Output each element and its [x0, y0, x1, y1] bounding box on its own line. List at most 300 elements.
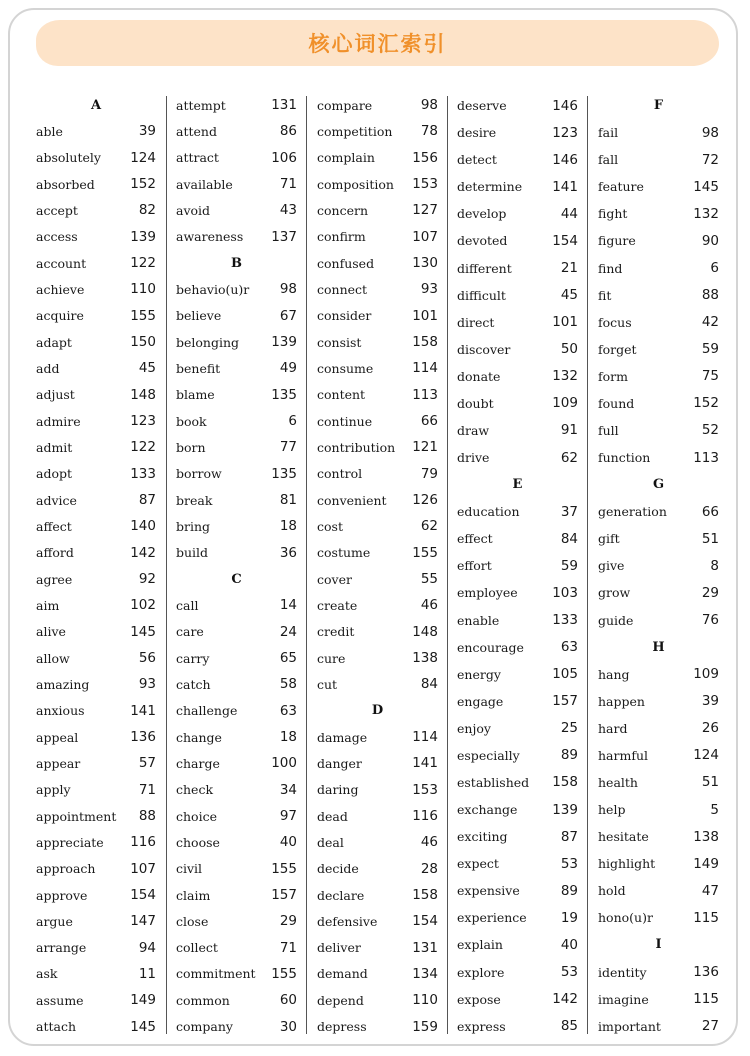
index-entry	[457, 688, 578, 715]
entry-page-number: 51	[701, 774, 719, 791]
index-entry	[317, 671, 438, 697]
entry-page-number: 71	[138, 781, 156, 798]
index-entry	[457, 309, 578, 336]
entry-word: encourage	[457, 639, 524, 655]
entry-page-number: 94	[138, 939, 156, 956]
entry-page-number: 89	[560, 882, 578, 899]
entry-page-number: 114	[412, 360, 438, 377]
section-letter: B	[231, 255, 242, 271]
entry-word: able	[36, 123, 63, 139]
index-entry	[457, 606, 578, 633]
entry-word: detect	[457, 152, 497, 168]
entry-word: approach	[36, 861, 96, 877]
entry-word: form	[598, 368, 628, 384]
entry-page-number: 49	[279, 360, 297, 377]
entry-word: deal	[317, 834, 344, 850]
entry-page-number: 154	[130, 887, 156, 903]
index-entry	[176, 224, 297, 250]
entry-word: cost	[317, 518, 343, 534]
entry-word: harmful	[598, 747, 649, 763]
entry-word: highlight	[598, 856, 656, 872]
entry-page-number: 132	[552, 368, 578, 385]
entry-word: decide	[317, 861, 359, 877]
entry-page-number: 155	[271, 860, 297, 877]
entry-word: awareness	[176, 229, 244, 245]
index-entry	[317, 908, 438, 934]
entry-page-number: 45	[138, 360, 156, 377]
entry-page-number: 135	[271, 386, 297, 403]
entry-word: hang	[598, 666, 630, 682]
index-entry	[36, 908, 156, 934]
entry-word: care	[176, 624, 204, 640]
entry-word: agree	[36, 571, 73, 587]
entry-page-number: 43	[279, 202, 297, 219]
entry-page-number: 131	[271, 97, 297, 114]
index-entry	[598, 254, 719, 281]
entry-page-number: 75	[701, 368, 719, 385]
entry-word: exciting	[457, 829, 508, 845]
entry-page-number: 136	[693, 964, 719, 981]
index-entry	[457, 552, 578, 579]
index-entry	[176, 487, 297, 513]
entry-page-number: 59	[701, 341, 719, 358]
entry-word: consume	[317, 360, 374, 376]
entry-page-number: 84	[420, 676, 438, 693]
entry-word: call	[176, 597, 199, 613]
entry-word: found	[598, 395, 635, 411]
entry-page-number: 51	[701, 530, 719, 547]
entry-page-number: 76	[701, 612, 719, 629]
index-entry	[457, 959, 578, 986]
entry-page-number: 24	[279, 623, 297, 640]
entry-word: fit	[598, 287, 612, 303]
entry-page-number: 39	[701, 693, 719, 710]
index-entry	[457, 877, 578, 904]
entry-page-number: 131	[412, 939, 438, 956]
entry-page-number: 34	[279, 781, 297, 798]
entry-page-number: 147	[130, 913, 156, 930]
index-entry	[317, 829, 438, 855]
index-entry	[598, 390, 719, 417]
entry-word: argue	[36, 913, 73, 929]
index-entry	[176, 987, 297, 1013]
entry-page-number: 40	[279, 834, 297, 851]
index-entry	[598, 959, 719, 986]
entry-word: collect	[176, 940, 218, 956]
index-entry	[457, 363, 578, 390]
entry-page-number: 71	[279, 176, 297, 193]
entry-page-number: 53	[560, 855, 578, 872]
index-entry	[317, 382, 438, 408]
entry-word: belonging	[176, 334, 240, 350]
entry-word: develop	[457, 206, 507, 222]
index-entry	[176, 434, 297, 460]
entry-page-number: 88	[701, 287, 719, 304]
index-entry	[457, 904, 578, 931]
section-heading	[176, 566, 297, 592]
entry-word: charge	[176, 755, 220, 771]
entry-word: book	[176, 413, 207, 429]
index-entry	[36, 592, 156, 618]
index-entry	[36, 329, 156, 355]
entry-page-number: 138	[412, 650, 438, 667]
entry-word: experience	[457, 910, 527, 926]
entry-word: enjoy	[457, 720, 491, 736]
index-entry	[598, 986, 719, 1013]
entry-page-number: 62	[560, 449, 578, 466]
entry-page-number: 134	[412, 965, 438, 982]
entry-page-number: 158	[412, 887, 438, 903]
entry-word: hesitate	[598, 829, 649, 845]
index-entry	[457, 1013, 578, 1040]
entry-page-number: 113	[412, 386, 438, 403]
entry-word: complain	[317, 150, 375, 166]
entry-word: donate	[457, 368, 501, 384]
entry-word: account	[36, 255, 87, 271]
entry-page-number: 52	[701, 422, 719, 439]
entry-word: catch	[176, 676, 211, 692]
entry-word: express	[457, 1018, 506, 1034]
index-entry	[176, 303, 297, 329]
entry-page-number: 55	[420, 571, 438, 588]
entry-word: blame	[176, 387, 215, 403]
entry-page-number: 115	[693, 909, 719, 926]
entry-page-number: 139	[130, 228, 156, 245]
entry-word: drive	[457, 450, 490, 466]
entry-page-number: 130	[412, 255, 438, 272]
entry-word: explore	[457, 964, 505, 980]
index-entry	[317, 145, 438, 171]
index-entry	[317, 856, 438, 882]
entry-page-number: 116	[130, 834, 156, 851]
entry-word: appear	[36, 755, 81, 771]
index-entry	[176, 1013, 297, 1039]
index-entry	[176, 777, 297, 803]
index-entry	[457, 931, 578, 958]
index-entry	[36, 566, 156, 592]
entry-word: devoted	[457, 233, 508, 249]
entry-word: create	[317, 597, 358, 613]
index-entry	[457, 661, 578, 688]
section-heading	[457, 471, 578, 498]
entry-page-number: 29	[701, 584, 719, 601]
index-entry	[176, 92, 297, 118]
index-entry	[317, 961, 438, 987]
index-entry	[457, 390, 578, 417]
index-entry	[176, 619, 297, 645]
index-entry	[36, 434, 156, 460]
index-column-4	[457, 92, 578, 1040]
entry-page-number: 109	[552, 395, 578, 412]
index-entry	[457, 92, 578, 119]
entry-word: ask	[36, 966, 58, 982]
entry-page-number: 106	[271, 149, 297, 166]
index-entry	[457, 579, 578, 606]
entry-page-number: 116	[412, 808, 438, 825]
entry-word: expose	[457, 991, 501, 1007]
entry-page-number: 124	[693, 747, 719, 764]
entry-word: gift	[598, 531, 620, 547]
entry-page-number: 14	[279, 597, 297, 614]
entry-word: assume	[36, 992, 84, 1008]
index-entry	[317, 566, 438, 592]
entry-word: fall	[598, 152, 619, 168]
entry-page-number: 53	[560, 964, 578, 981]
entry-page-number: 89	[560, 747, 578, 764]
index-entry	[598, 606, 719, 633]
entry-page-number: 149	[693, 855, 719, 872]
index-entry	[457, 417, 578, 444]
entry-word: absorbed	[36, 176, 95, 192]
entry-page-number: 136	[130, 729, 156, 746]
entry-word: depress	[317, 1019, 367, 1035]
entry-word: check	[176, 782, 214, 798]
entry-word: control	[317, 466, 363, 482]
entry-page-number: 127	[412, 202, 438, 219]
entry-word: borrow	[176, 466, 222, 482]
section-letter: C	[231, 571, 242, 587]
entry-word: arrange	[36, 940, 87, 956]
index-entry	[598, 227, 719, 254]
entry-word: accept	[36, 202, 78, 218]
index-entry	[176, 461, 297, 487]
entry-word: cover	[317, 571, 352, 587]
entry-page-number: 158	[552, 774, 578, 791]
entry-page-number: 93	[420, 281, 438, 298]
index-entry	[317, 592, 438, 618]
entry-page-number: 63	[560, 639, 578, 656]
index-entry	[598, 552, 719, 579]
entry-page-number: 6	[288, 413, 297, 430]
entry-word: adjust	[36, 387, 75, 403]
entry-word: apply	[36, 782, 71, 798]
entry-word: adapt	[36, 334, 72, 350]
entry-page-number: 28	[420, 860, 438, 877]
entry-page-number: 154	[412, 913, 438, 930]
entry-page-number: 98	[279, 281, 297, 298]
index-entry	[317, 540, 438, 566]
entry-word: exchange	[457, 802, 518, 818]
entry-word: hard	[598, 720, 628, 736]
entry-word: choice	[176, 808, 217, 824]
entry-page-number: 27	[701, 1018, 719, 1035]
index-entry	[317, 487, 438, 513]
entry-page-number: 133	[552, 612, 578, 629]
entry-word: difficult	[457, 287, 506, 303]
entry-word: attract	[176, 150, 219, 166]
entry-word: feature	[598, 179, 644, 195]
entry-word: break	[176, 492, 213, 508]
entry-page-number: 103	[552, 584, 578, 601]
entry-word: effort	[457, 558, 492, 574]
entry-word: deliver	[317, 940, 361, 956]
entry-page-number: 141	[552, 178, 578, 195]
entry-page-number: 122	[130, 439, 156, 456]
entry-page-number: 150	[130, 334, 156, 351]
index-entry	[598, 850, 719, 877]
entry-word: close	[176, 913, 209, 929]
index-entry	[176, 145, 297, 171]
entry-word: defensive	[317, 913, 378, 929]
index-entry	[36, 829, 156, 855]
entry-word: education	[457, 504, 520, 520]
entry-page-number: 135	[271, 465, 297, 482]
entry-page-number: 101	[552, 314, 578, 331]
entry-word: company	[176, 1019, 233, 1035]
entry-word: confirm	[317, 229, 366, 245]
index-entry	[36, 882, 156, 908]
index-entry	[317, 461, 438, 487]
entry-page-number: 152	[130, 176, 156, 193]
entry-page-number: 137	[271, 228, 297, 245]
entry-word: deserve	[457, 98, 507, 114]
entry-word: cut	[317, 676, 338, 692]
index-entry	[176, 171, 297, 197]
entry-word: expect	[457, 856, 499, 872]
index-entry	[457, 634, 578, 661]
index-entry	[176, 329, 297, 355]
entry-word: contribution	[317, 439, 396, 455]
index-entry	[176, 671, 297, 697]
entry-page-number: 18	[279, 518, 297, 535]
entry-word: discover	[457, 341, 511, 357]
index-entry	[598, 904, 719, 931]
entry-page-number: 47	[701, 882, 719, 899]
entry-page-number: 148	[130, 386, 156, 403]
entry-page-number: 146	[552, 97, 578, 114]
entry-word: bring	[176, 518, 211, 534]
index-entry	[598, 309, 719, 336]
index-entry	[317, 513, 438, 539]
entry-page-number: 145	[130, 1018, 156, 1035]
index-entry	[176, 408, 297, 434]
index-column-3	[317, 92, 438, 1040]
entry-word: full	[598, 422, 619, 438]
entry-word: depend	[317, 992, 364, 1008]
index-entry	[36, 987, 156, 1013]
entry-page-number: 145	[693, 178, 719, 195]
index-entry	[598, 417, 719, 444]
entry-page-number: 57	[138, 755, 156, 772]
entry-page-number: 88	[138, 808, 156, 825]
index-entry	[598, 363, 719, 390]
entry-page-number: 133	[130, 465, 156, 482]
index-entry	[457, 525, 578, 552]
entry-word: damage	[317, 729, 368, 745]
entry-word: hono(u)r	[598, 910, 653, 926]
entry-word: doubt	[457, 395, 494, 411]
entry-page-number: 90	[701, 232, 719, 249]
entry-word: fight	[598, 206, 628, 222]
entry-word: effect	[457, 531, 493, 547]
index-entry	[317, 250, 438, 276]
entry-word: grow	[598, 585, 631, 601]
entry-word: health	[598, 774, 638, 790]
entry-page-number: 25	[560, 720, 578, 737]
index-entry	[176, 829, 297, 855]
index-entry	[36, 750, 156, 776]
entry-page-number: 58	[279, 676, 297, 693]
section-letter: I	[655, 937, 662, 953]
entry-word: determine	[457, 179, 523, 195]
entry-word: composition	[317, 176, 394, 192]
index-entry	[176, 540, 297, 566]
entry-word: appointment	[36, 808, 117, 824]
entry-word: compare	[317, 97, 373, 113]
entry-word: claim	[176, 887, 211, 903]
entry-page-number: 77	[279, 439, 297, 456]
entry-page-number: 123	[130, 413, 156, 430]
entry-word: engage	[457, 693, 504, 709]
entry-word: declare	[317, 887, 365, 903]
entry-page-number: 126	[412, 492, 438, 509]
entry-word: born	[176, 439, 206, 455]
entry-word: access	[36, 229, 78, 245]
index-entry	[36, 1013, 156, 1039]
index-entry	[317, 750, 438, 776]
entry-word: adopt	[36, 466, 73, 482]
entry-word: figure	[598, 233, 636, 249]
section-heading	[36, 92, 156, 118]
entry-page-number: 86	[279, 123, 297, 140]
index-entry	[317, 303, 438, 329]
entry-page-number: 60	[279, 992, 297, 1009]
index-entry	[176, 355, 297, 381]
entry-page-number: 87	[138, 492, 156, 509]
entry-word: attach	[36, 1019, 77, 1035]
entry-word: choose	[176, 834, 220, 850]
entry-page-number: 155	[412, 544, 438, 561]
entry-word: common	[176, 992, 230, 1008]
entry-page-number: 138	[693, 828, 719, 845]
entry-page-number: 149	[130, 992, 156, 1009]
entry-page-number: 158	[412, 334, 438, 351]
entry-word: cure	[317, 650, 346, 666]
entry-page-number: 109	[693, 666, 719, 683]
entry-word: fail	[598, 125, 619, 141]
entry-page-number: 101	[412, 307, 438, 324]
index-entry	[317, 92, 438, 118]
index-entry	[176, 882, 297, 908]
index-entry	[457, 254, 578, 281]
entry-page-number: 107	[412, 228, 438, 245]
entry-page-number: 62	[420, 518, 438, 535]
entry-word: costume	[317, 545, 371, 561]
index-entry	[36, 382, 156, 408]
section-heading	[317, 698, 438, 724]
entry-page-number: 102	[130, 597, 156, 614]
entry-word: continue	[317, 413, 373, 429]
index-entry	[36, 355, 156, 381]
entry-page-number: 154	[552, 232, 578, 249]
entry-page-number: 123	[552, 124, 578, 141]
entry-page-number: 63	[279, 702, 297, 719]
entry-page-number: 56	[138, 650, 156, 667]
entry-page-number: 11	[138, 965, 156, 982]
entry-page-number: 156	[412, 149, 438, 166]
entry-word: consist	[317, 334, 362, 350]
entry-word: explain	[457, 937, 503, 953]
index-entry	[317, 724, 438, 750]
entry-word: attempt	[176, 97, 226, 113]
index-entry	[317, 408, 438, 434]
index-entry	[598, 796, 719, 823]
section-heading	[176, 250, 297, 276]
entry-word: concern	[317, 202, 369, 218]
entry-word: help	[598, 802, 626, 818]
entry-page-number: 26	[701, 720, 719, 737]
entry-word: confused	[317, 255, 375, 271]
